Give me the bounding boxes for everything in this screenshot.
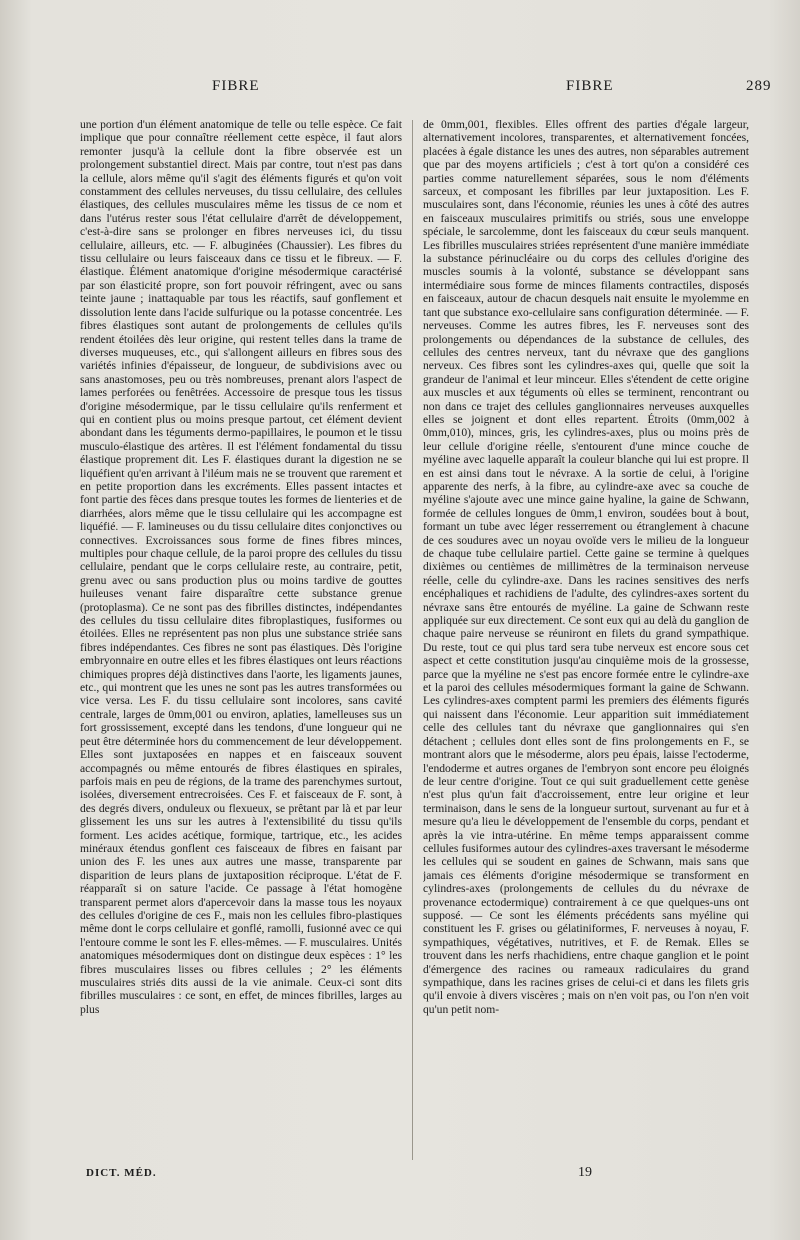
left-column-text: une portion d'un élément anatomique de telle ou telle espèce. Ce fait implique que pour connaître réellement cette espèce, il faut alors remonter jusqu'à la cellule dont la fibre observée est un prolongement substantiel direct. Mais par contre, tout n'est pas dans la cellule, alors même qu'il s'agit des éléments figurés et qu'on voit constamment des cellules nerveuses, du tissu cellulaire, des cellules élastiques, des cellules musculaires même les tissus de ce nom et dans l'utérus rester sous l'état cellulaire d'arrêt de développement, c'est-à-dire sans se prolonger en fibres nerveuses ici, du tissu cellulaire, ailleurs, etc. — F. albuginées (Chaussier). Les fibres du tissu cellulaire ou leurs faisceaux dans ce tissu et le fibreux. — F. élastique. Élément anatomique d'origine mésodermique caractérisé par son élasticité propre, son fort pouvoir réfringent, avec ou sans teinte jaune ; inattaquable par tous les réactifs, sauf gonflement et dissolution lente dans l'acide sulfurique ou la potasse concentrée. Les fibres élastiques sont autant de prolongements de cellules qu'ils rendent étoilées dès leur origine, qui restent telles dans la trame de diverses muqueuses, etc., qui s'allongent ailleurs en fibres sous des variétés infinies d'épaisseur, de longueur, de subdivisions avec ou sans anastomoses, peu ou très nombreuses, prenant alors l'aspect de lames perforées ou fenêtrées. Accessoire de presque tous les tissus d'origine mésodermique, par le tissu cellulaire qu'ils renferment et qui en contient plus ou moins presque partout, cet élément devient abondant dans les téguments dermo-papillaires, le poumon et le tissu musculo-élastique des artères. Il est l'élément fondamental du tissu élastique proprement dit. Les F. élastiques durant la digestion ne se liquéfient qu'en arrivant à l'iléum mais ne se trouvent que rarement et en petite proportion dans les excréments. Elles passent intactes et font partie des fèces dans presque toutes les formes de lienteries et de diarrhées, alors même que le tissu cellulaire qui les accompagne est liquéfié. — F. lamineuses ou du tissu cellulaire dites conjonctives ou connectives. Excroissances sous forme de fines fibres minces, multiples pour chaque cellule, de la paroi propre des cellules du tissu cellulaire, pendant que le corps cellulaire reste, au contraire, petit, grenu avec ou sans production plus ou moins tardive de gouttes huileuses venant faire disparaître cette substance grenue (protoplasma). Ce ne sont pas des fibrilles distinctes, indépendantes des cellules du tissu cellulaire dites fibroplastiques, fusiformes ou étoilées. Elles ne représentent pas non plus une substance striée sans fibres indépendantes. Ces fibres ne sont pas élastiques. Dès l'origine embryonnaire en outre elles et les fibres élastiques ont leurs réactions chimiques propres déjà distinctives dans l'aorte, les ligaments jaunes, etc., qui montrent que les unes ne sont pas les autres transformées ou vice versa. Les F. du tissu cellulaire sont incolores, sans cavité centrale, larges de 0mm,001 ou environ, aplaties, lamelleuses sus un fort grossissement, excepté dans les tendons, d'une longueur qui ne peut être déterminée hors du commencement de leur développement. Elles sont juxtaposées en nappes et en faisceaux souvent accompagnés ou même entourés de fibres élastiques en spirales, parfois mais en peu de régions, de la trame des parenchymes surtout, isolées, diversement entrecroisées. Ces F. et faisceaux de F. sont, à des degrés divers, onduleux ou flexueux, se prêtant par là et par leur glissement les uns sur les autres à l'extensibilité du tissu qu'ils forment. Les acides acétique, formique, tartrique, etc., les acides minéraux étendus gonflent ces faisceaux de fibres en faisant par union des F. les unes aux autres une masse, transparente par disparition de leurs plans de juxtaposition réciproque. L'état de F. réapparaît si on sature l'acide. Ce passage à l'état homogène transparent permet alors d'apercevoir dans la masse tous les noyaux des cellules d'origine de ces F., mais non les cellules fibro-plastiques même dont le corps cellulaire et gonflé, ramolli, fusionné avec ce qui l'entoure comme le sont les F. elles-mêmes. — F. musculaires. Unités anatomiques mésodermiques dont on distingue deux espèces : 1° les fibres musculaires lisses ou fibres cellules ; 2° les éléments musculaires striés dits aussi de la vie animale. Ceux-ci sont dits fibrilles musculaires : ce sont, en effet, de minces fibrilles, larges au plus (80, 118, 402, 1016)
header-left-title: FIBRE (212, 78, 260, 94)
footer-signature: DICT. MÉD. (86, 1167, 157, 1179)
footer-signature-number: 19 (578, 1165, 592, 1180)
column-divider (412, 120, 413, 1160)
text-column-left (80, 118, 402, 1163)
right-column-text: de 0mm,001, flexibles. Elles offrent des parties d'égale largeur, alternativement incolores, transparentes, et alternativement foncées, placées à égale distance les unes des autres, non séparables autrement que par des moyens artificiels ; c'est à tort qu'on a considéré ces parties comme naturellement séparées, sous le nom d'éléments sarceux, et composant les fibrilles par leur juxtaposition. Les F. musculaires sont, dans l'économie, réunies les unes à côté des autres en faisceaux musculaires primitifs ou striés, sous une enveloppe spéciale, le sarcolemme, dont les faisceaux du cœur seuls manquent. Les fibrilles musculaires striées représentent d'une manière immédiate la substance périnucléaire ou du corps des cellules d'origine des muscles soumis à la volonté, substance se développant sans intermédiaire sous forme de minces filaments contractiles, disposés en faisceaux, autour de chacun desquels nait ensuite le myolemme en tant que substance exo-cellulaire sans configuration déterminée. — F. nerveuses. Comme les autres fibres, les F. nerveuses sont des prolongements ou dépendances de la substance de cellules, des cellules des centres nerveux, tant du névraxe que des ganglions nerveux. Ces fibres sont les cylindres-axes qui, quelle que soit la grandeur de l'animal et leur minceur. Elles s'étendent de cette origine aux muscles et aux téguments où elles se terminent, rencontrant ou non dans ce trajet des cellules ganglionnaires nerveuses auxquelles elles se joignent et dont elles repartent. Étroits (0mm,002 à 0mm,010), minces, gris, les cylindres-axes, plus ou moins près de leur cellule d'origine réelle, s'entourent d'une mince couche de myéline avec laquelle apparaît la couleur blanche qui lui est propre. Il en est ainsi dans tout le névraxe. A la sortie de celui, à l'origine apparente des nerfs, à la fibre, au cylindre-axe avec sa couche de myéline s'ajoute avec une mince gaine hyaline, la gaine de Schwann, formée de cellules longues de 0mm,1 environ, soudées bout à bout, formant un tube avec léger resserrement ou étranglement à chacune de ces soudures avec un noyau ovoïde vers le milieu de la longueur de chaque tube cellulaire partiel. Cette gaine se termine à quelques dixièmes ou centièmes de millimètres de la terminaison nerveuse réelle, celle du cylindre-axe. Dans les racines sensitives des nerfs encéphaliques et rachidiens de l'adulte, des cylindres-axes sortent du névraxe sans être entourés de myéline. La gaine de Schwann reste appliquée sur eux directement. Ce sont eux qui au delà du ganglion de chaque paire nerveuse se réuniront en filets du grand sympathique. Du reste, tout ce qui plus tard sera tube nerveux est encore sous cet aspect et cette constitution jusqu'au cinquième mois de la grossesse, parce que la myéline ne s'est pas encore formée entre le cylindre-axe et la paroi des cellules mésodermiques formant la gaine de Schwann. Les cylindres-axes comptent parmi les premiers des éléments figurés qui naissent dans l'économie. Leur apparition suit immédiatement celle des cellules tant du névraxe que ganglionnaires qui s'en détachent ; cellules dont elles sont de fins prolongements en F., se montrant alors que le mésoderme, alors peu épais, laisse l'ectoderme, l'endoderme et autres organes de l'embryon sont encore peu éloignés de leur centre d'origine. Tout ce qui suit graduellement cette genèse n'est plus qu'un fait d'accroissement, entre leur origine et leur terminaison, dans le sens de la longueur surtout, survenant au fur et à mesure qu'a lieu le développement de l'ensemble du corps, pendant et après la vie intra-utérine. En même temps apparaissent comme cellules fusiformes autour des cylindres-axes traversant le mésoderme les cellules qui se soudent en gaines de Schwann, mais sans que jamais ces éléments d'origine mésodermique se transforment en cylindres-axes (prolongements de cellules du du névraxe de provenance ectodermique) contrairement à ce que quelques-uns ont supposé. — Ce sont les éléments précédents sans myéline qui constituent les F. grises ou gélatiniformes, F. nerveuses à noyau, F. sympathiques, végétatives, nutritives, et F. de Remak. Elles se trouvent dans les nerfs rhachidiens, entre chaque ganglion et le point d'émergence des racines ou rameaux radiculaires du grand sympathique, dans les racines grises de celui-ci et dans les filets gris qu'il envoie à divers viscères ; mais on n'en voit pas, ou l'on n'en voit qu'un petit nom- (423, 118, 749, 1016)
page-number: 289 (746, 78, 772, 94)
text-column-right (423, 118, 749, 1163)
header-right-title: FIBRE (566, 78, 614, 94)
running-header (0, 78, 800, 98)
